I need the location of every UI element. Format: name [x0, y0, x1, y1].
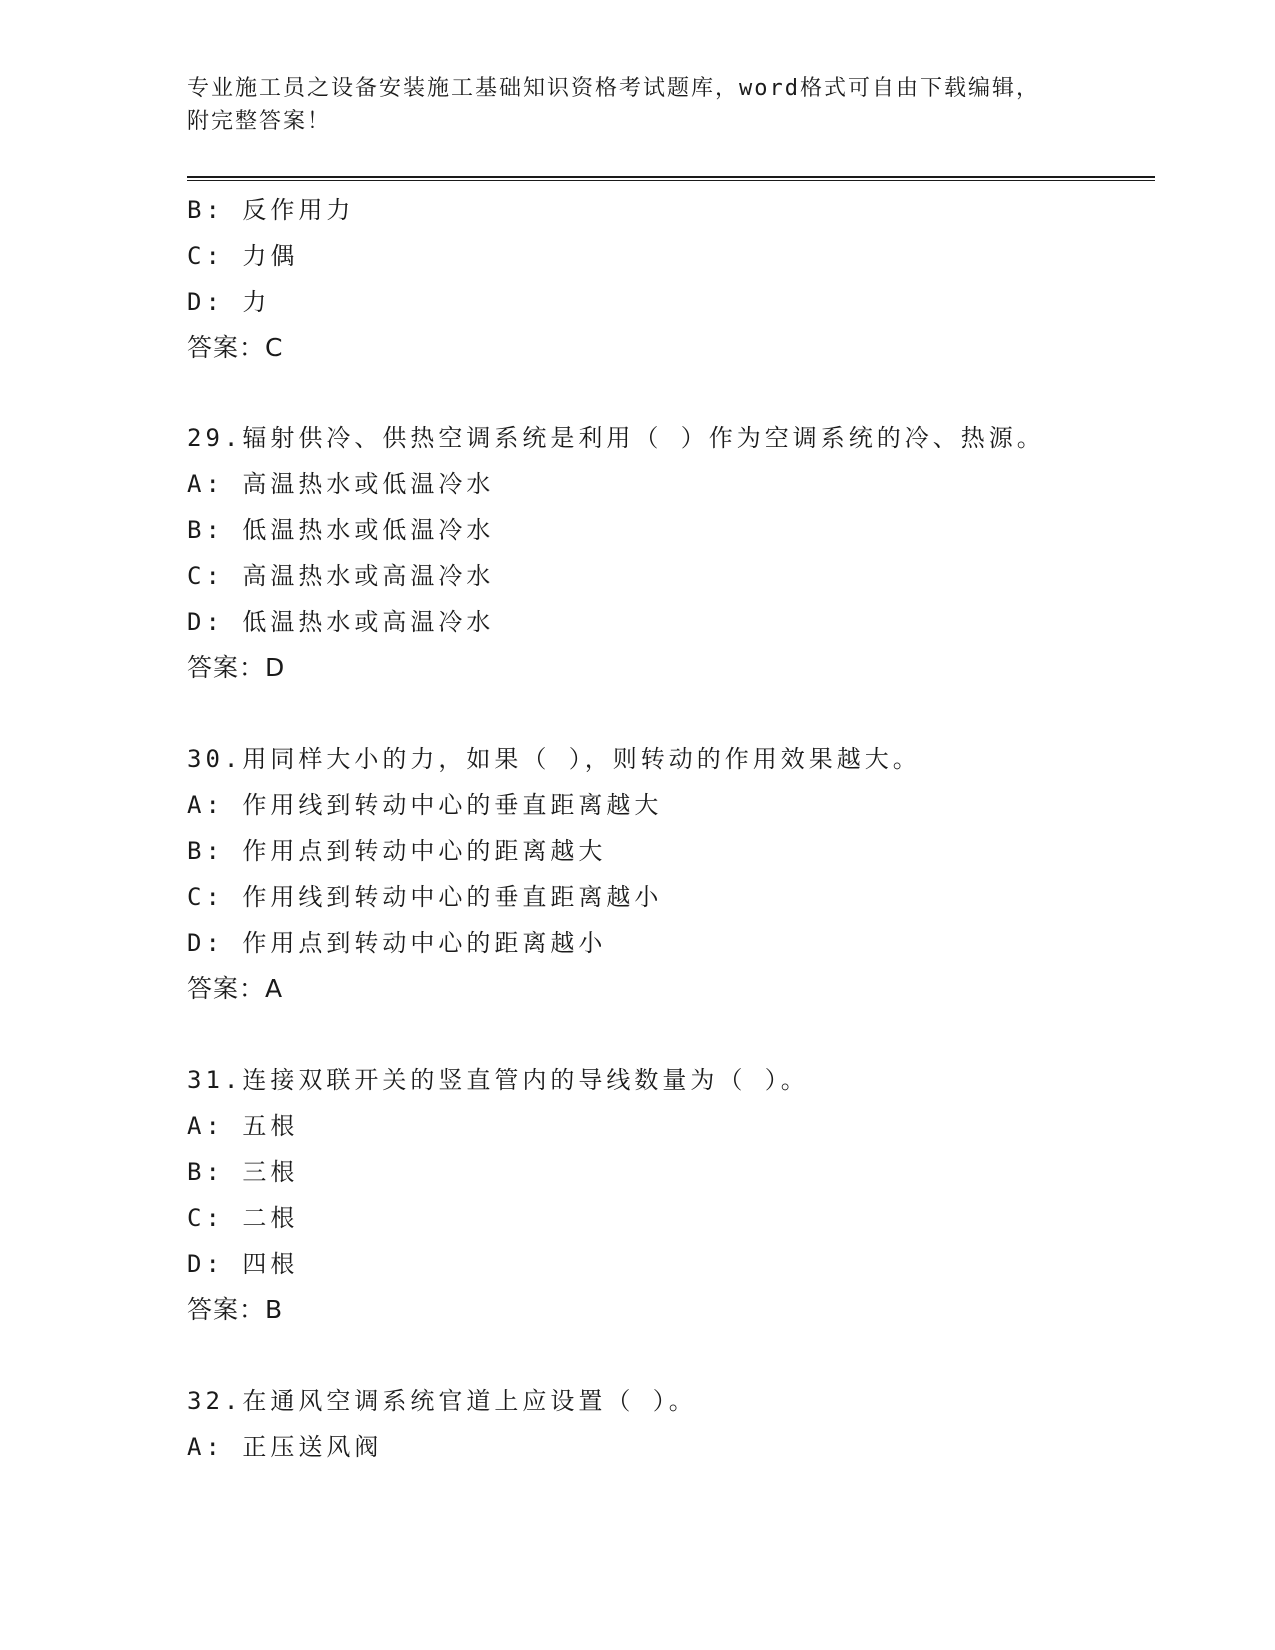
question-28-continued [187, 187, 1155, 371]
answer-line: 答案：D [187, 653, 286, 682]
option-a: A: 五根 [187, 1112, 299, 1140]
question-29 [187, 415, 1155, 691]
header-line-2: 附完整答案！ [187, 109, 332, 134]
document-header [187, 72, 1087, 138]
option-c: C: 高温热水或高温冷水 [187, 562, 495, 590]
header-line-1: 专业施工员之设备安装施工基础知识资格考试题库，word格式可自由下载编辑， [187, 76, 1040, 101]
option-d: D: 低温热水或高温冷水 [187, 608, 495, 636]
question-stem: 30.用同样大小的力，如果（ ），则转动的作用效果越大。 [187, 745, 921, 773]
option-a: A: 作用线到转动中心的垂直距离越大 [187, 791, 663, 819]
option-c: C: 二根 [187, 1204, 299, 1232]
question-stem: 29.辐射供冷、供热空调系统是利用（ ）作为空调系统的冷、热源。 [187, 424, 1045, 452]
answer-line: 答案：C [187, 333, 284, 362]
question-32 [187, 1378, 1155, 1470]
option-d: D: 四根 [187, 1250, 299, 1278]
question-content [187, 187, 1155, 1470]
option-c: C: 力偶 [187, 242, 299, 270]
option-a: A: 正压送风阀 [187, 1433, 383, 1461]
option-a: A: 高温热水或低温冷水 [187, 470, 495, 498]
question-stem: 31.连接双联开关的竖直管内的导线数量为（ ）。 [187, 1066, 809, 1094]
question-stem: 32.在通风空调系统官道上应设置（ ）。 [187, 1387, 697, 1415]
option-b: B: 作用点到转动中心的距离越大 [187, 837, 607, 865]
header-divider [187, 176, 1155, 181]
answer-line: 答案：B [187, 1295, 284, 1324]
option-b: B: 三根 [187, 1158, 299, 1186]
answer-line: 答案：A [187, 974, 284, 1003]
option-b: B: 反作用力 [187, 196, 355, 224]
question-30 [187, 736, 1155, 1012]
question-31 [187, 1057, 1155, 1333]
option-b: B: 低温热水或低温冷水 [187, 516, 495, 544]
option-d: D: 力 [187, 288, 271, 316]
option-d: D: 作用点到转动中心的距离越小 [187, 929, 607, 957]
option-c: C: 作用线到转动中心的垂直距离越小 [187, 883, 663, 911]
